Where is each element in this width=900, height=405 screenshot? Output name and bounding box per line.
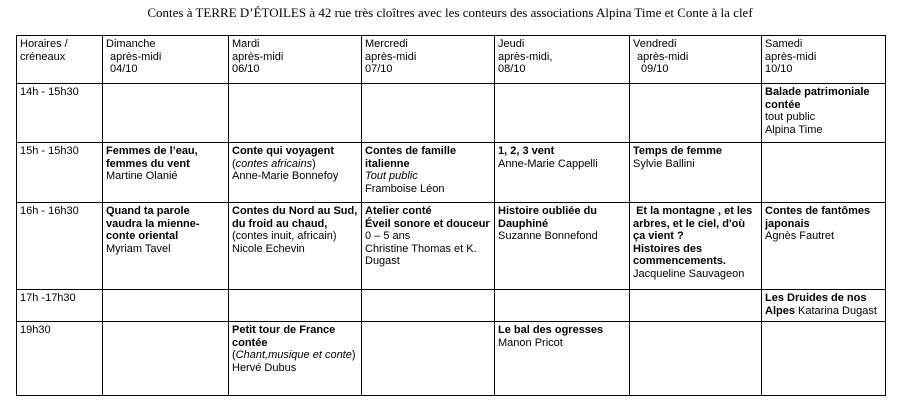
header-cell-mardi <box>229 36 362 84</box>
event-teller: Katarina Dugast <box>794 304 877 317</box>
time-cell: 15h - 15h30 <box>17 143 103 203</box>
header-cell-samedi <box>762 36 886 84</box>
event-teller: Manon Pricot <box>498 336 563 349</box>
event-title: Balade patrimoniale contée <box>765 86 870 111</box>
event-subtitle: Éveil sonore et douceur <box>365 217 490 230</box>
event-cell-empty <box>362 290 495 322</box>
table-row <box>17 203 886 290</box>
event-cell <box>362 203 495 290</box>
day-name: Jeudi <box>498 38 525 50</box>
event-cell-empty <box>103 290 229 322</box>
event-cell-empty <box>630 322 762 396</box>
table-row <box>17 322 886 396</box>
event-title: Quand ta parole vaudra la mienne-conte oriental <box>106 205 200 242</box>
header-cell-dimanche <box>103 36 229 84</box>
event-title: Contes de fantômes japonais <box>765 205 871 230</box>
event-cell-empty <box>762 143 886 203</box>
event-cell <box>630 143 762 203</box>
event-teller: Martine Olanié <box>106 170 178 182</box>
event-teller: Agnès Fautret <box>765 230 835 242</box>
event-cell-empty <box>362 84 495 143</box>
event-cell-empty <box>229 290 362 322</box>
event-cell <box>229 203 362 290</box>
event-title: Temps de femme <box>633 145 723 157</box>
event-note: contes africains <box>235 157 313 170</box>
event-audience: tout public <box>765 111 816 123</box>
event-cell <box>362 143 495 203</box>
event-cell <box>495 322 630 396</box>
header-row <box>17 36 886 84</box>
event-title: Petit tour de France contée <box>232 324 336 349</box>
event-cell <box>103 203 229 290</box>
header-cell-vendredi <box>630 36 762 84</box>
day-date: 09/10 <box>641 63 669 75</box>
day-name: Mercredi <box>365 38 408 50</box>
event-cell <box>495 203 630 290</box>
event-cell <box>229 322 362 396</box>
table-row <box>17 290 886 322</box>
event-note: Chant,musique et conte <box>235 349 352 361</box>
event-title: Conte qui voyagent <box>232 145 335 157</box>
document-title: Contes à TERRE D’ÉTOILES à 42 rue très cloîtres avec les conteurs des associations Alpina Time et Conte à la clef <box>147 5 753 20</box>
day-period: après-midi <box>365 50 417 63</box>
day-period: après-midi <box>637 50 689 63</box>
event-subtitle: Histoires des commencements. <box>633 242 726 267</box>
event-teller: Myriam Tavel <box>106 242 171 255</box>
event-teller: Anne-Marie Cappelli <box>498 157 598 170</box>
day-period: après-midi <box>765 50 817 63</box>
event-title: Atelier conté <box>365 205 432 217</box>
day-name: Samedi <box>765 38 803 50</box>
event-cell: Conte qui voyagent (contes africains) Anne-Marie Bonnefoy <box>229 143 362 203</box>
day-period: après-midi <box>232 50 284 63</box>
event-cell-empty <box>229 84 362 143</box>
event-teller: Nicole Echevin <box>232 242 305 255</box>
event-cell <box>495 143 630 203</box>
time-cell: 17h -17h30 <box>17 290 103 322</box>
event-note-paren: ) <box>351 349 356 361</box>
day-date: 06/10 <box>232 63 260 75</box>
event-cell-empty <box>630 84 762 143</box>
event-title: Contes de famille italienne <box>365 145 457 170</box>
event-audience: Tout public <box>365 170 418 182</box>
day-date: 10/10 <box>765 63 793 75</box>
event-cell-empty <box>630 290 762 322</box>
event-teller: Framboise Léon <box>365 182 445 195</box>
event-teller: Hervé Dubus <box>232 361 297 374</box>
event-cell <box>762 203 886 290</box>
header-cell-jeudi <box>495 36 630 84</box>
event-teller: Suzanne Bonnefond <box>498 230 598 242</box>
day-name: Dimanche <box>106 38 156 50</box>
event-cell <box>762 290 886 322</box>
event-cell <box>103 143 229 203</box>
event-cell <box>762 84 886 143</box>
event-teller: Anne-Marie Bonnefoy <box>232 170 339 182</box>
schedule-table <box>16 35 886 396</box>
event-age: 0 – 5 ans <box>365 230 411 242</box>
event-teller: Christine Thomas et K. Dugast <box>365 242 477 267</box>
event-cell-empty <box>495 84 630 143</box>
day-name: Vendredi <box>633 38 677 50</box>
header-cell-slot <box>17 36 103 84</box>
event-cell-empty <box>362 322 495 396</box>
time-cell: 19h30 <box>17 322 103 396</box>
event-cell-empty <box>103 84 229 143</box>
time-cell: 14h - 15h30 <box>17 84 103 143</box>
event-cell-empty <box>103 322 229 396</box>
event-teller: Alpina Time <box>765 123 823 136</box>
event-title: Contes du Nord au Sud, du froid au chaud, <box>232 205 358 230</box>
event-cell-empty <box>495 290 630 322</box>
event-teller: Jacqueline Sauvageon <box>633 267 745 280</box>
event-cell <box>630 203 762 290</box>
event-title: Et la montagne , et les arbres, et le ciel, d'où ça vient ? <box>633 205 756 242</box>
day-name: Mardi <box>232 38 260 50</box>
event-cell-empty <box>762 322 886 396</box>
table-row <box>17 84 886 143</box>
event-teller: Sylvie Ballini <box>633 157 695 170</box>
day-date: 04/10 <box>110 63 138 75</box>
event-title: 1, 2, 3 vent <box>498 145 555 157</box>
day-date: 08/10 <box>498 63 526 75</box>
event-title: Les Druides de nos Alpes <box>765 292 867 317</box>
event-title: Le bal des ogresses <box>498 324 604 336</box>
time-cell: 16h - 16h30 <box>17 203 103 290</box>
event-note: (contes inuit, africain) <box>232 230 337 242</box>
table-row <box>17 143 886 203</box>
event-title: Histoire oubliée du Dauphiné <box>498 205 598 230</box>
day-period: après-midi <box>110 50 162 63</box>
event-note-paren: ( <box>232 349 236 361</box>
event-title: Femmes de l’eau, femmes du vent <box>106 145 198 170</box>
day-period: après-midi, <box>498 50 553 63</box>
header-text: Horaires / <box>20 38 68 50</box>
header-text: créneaux <box>20 50 66 63</box>
day-date: 07/10 <box>365 63 393 75</box>
header-cell-mercredi <box>362 36 495 84</box>
